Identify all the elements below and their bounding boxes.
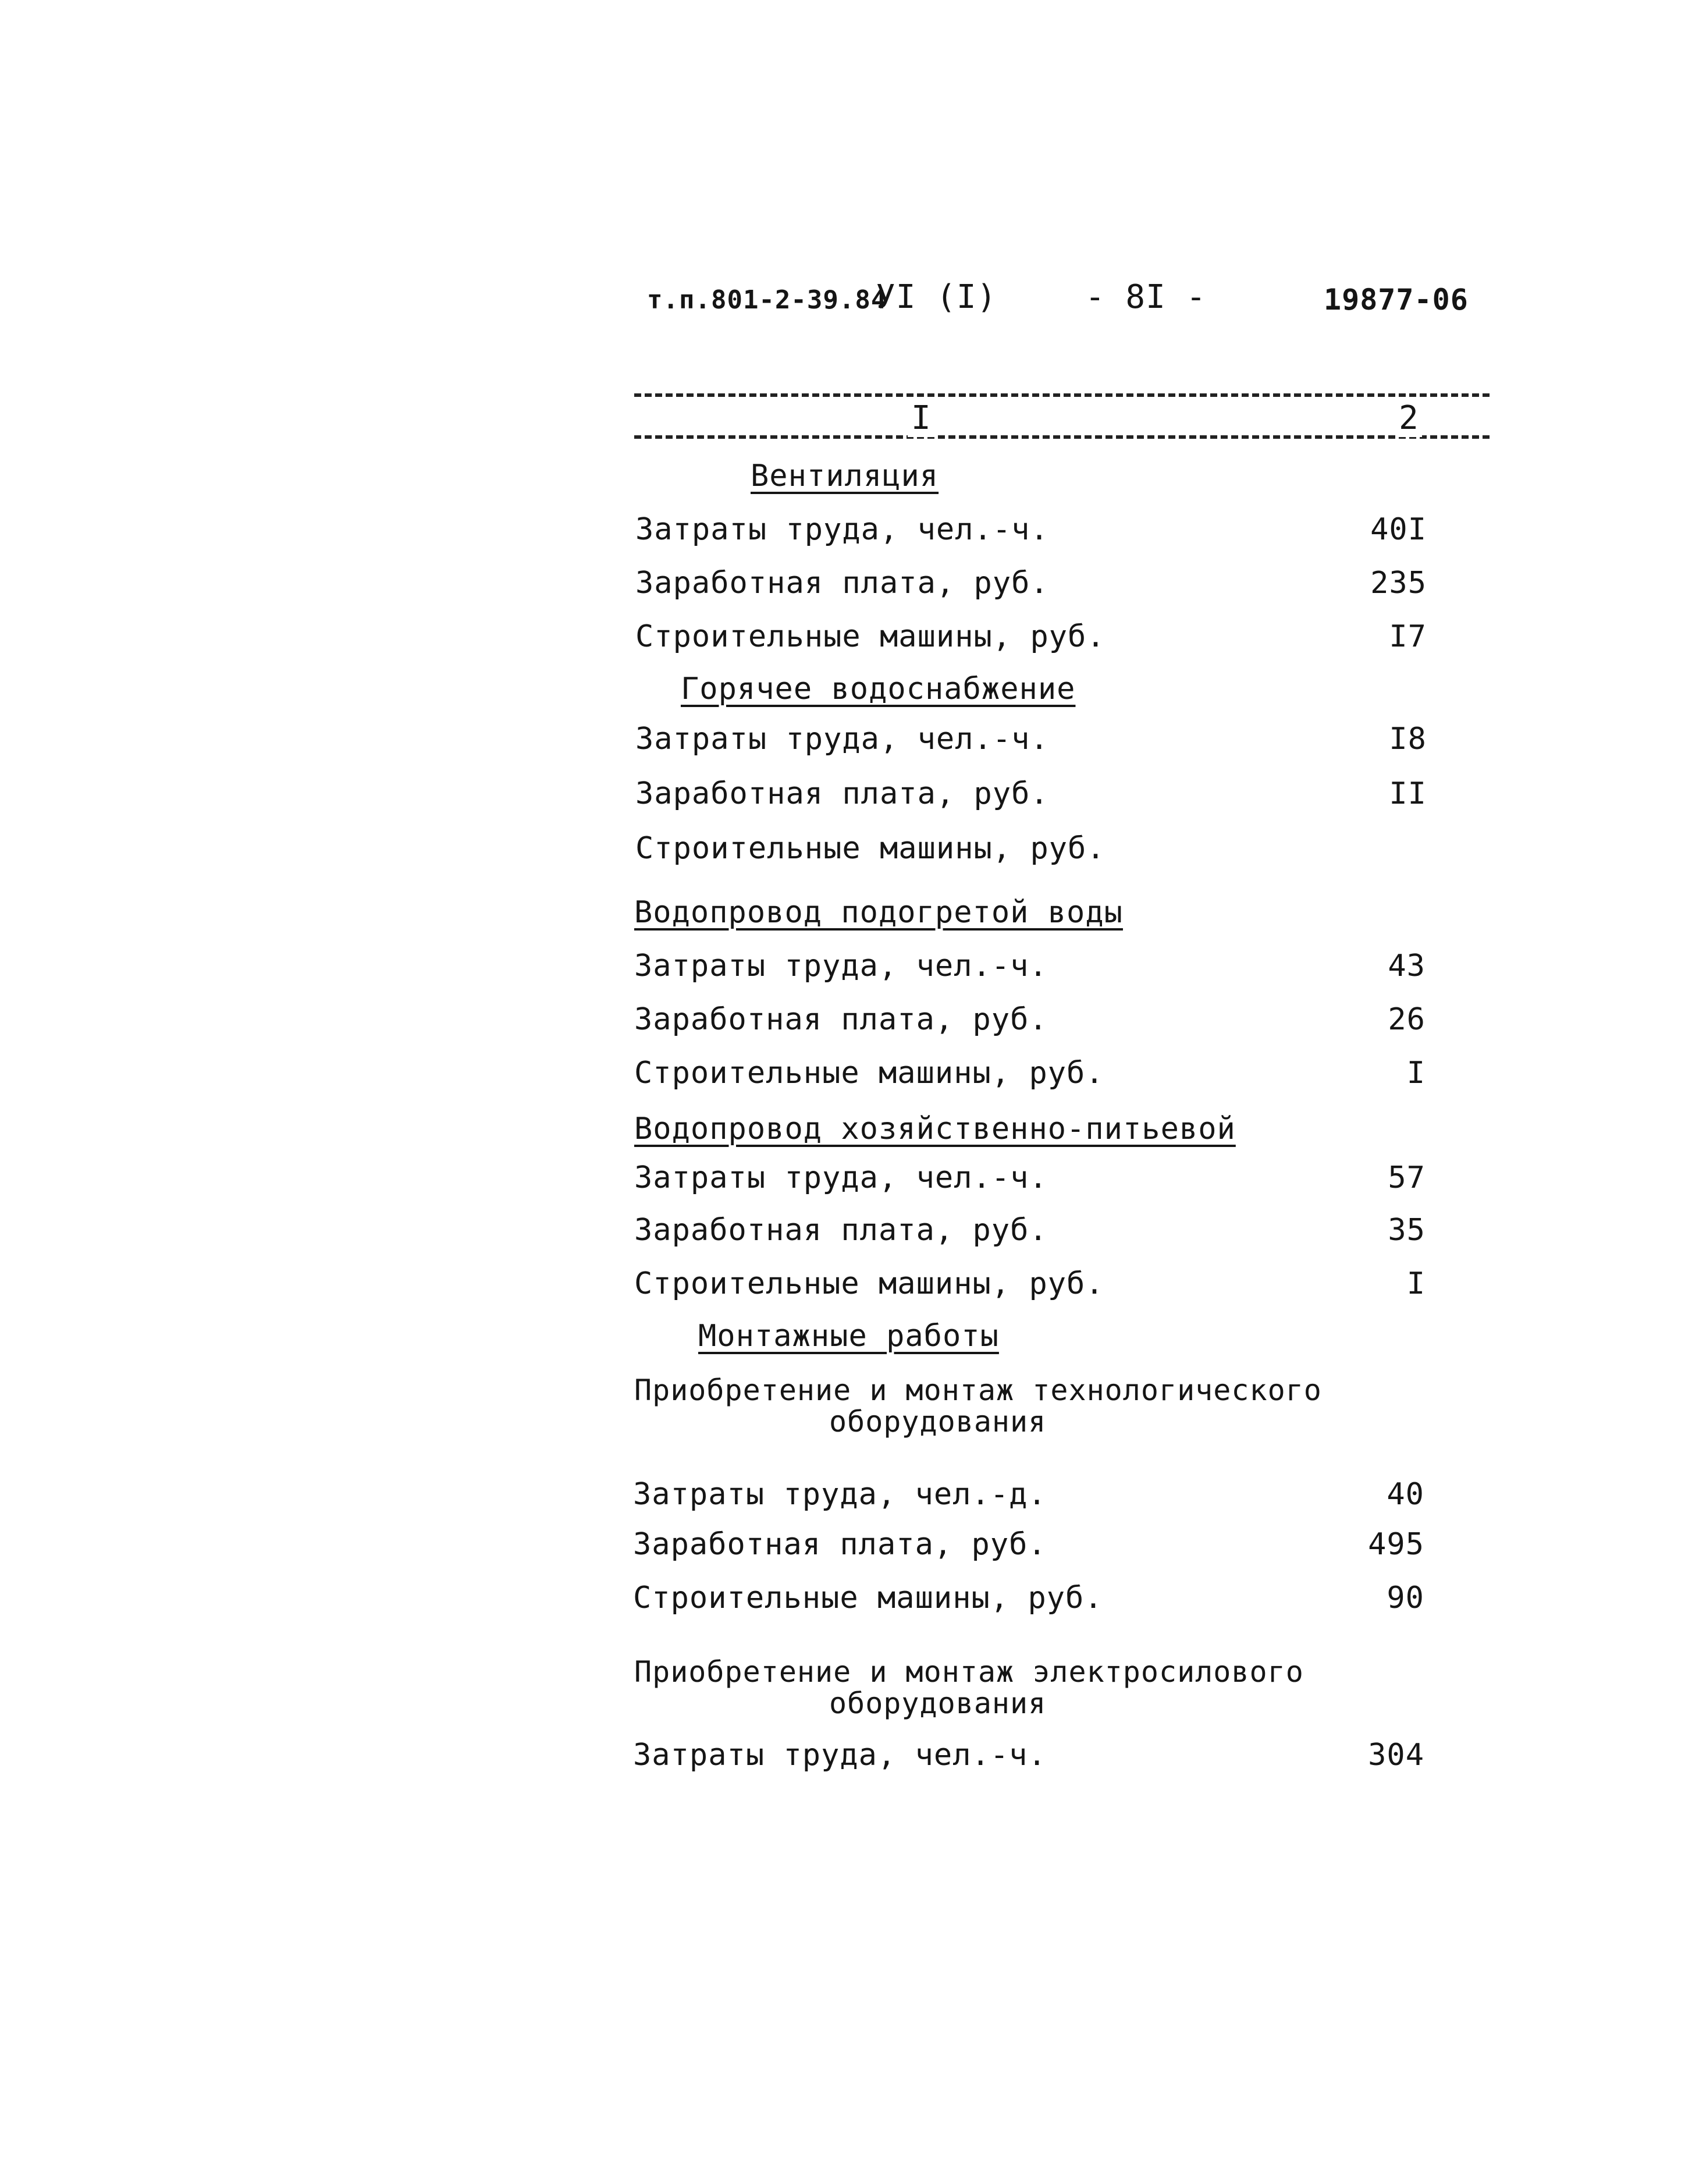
section-heading: Водопровод хозяйственно-питьевой xyxy=(634,1111,1236,1146)
subsection-title-cont: оборудования xyxy=(829,1686,1047,1720)
row-label: Заработная плата, руб. xyxy=(634,1002,1048,1037)
row-label: Заработная плата, руб. xyxy=(634,1213,1048,1248)
row-value: 57 xyxy=(1388,1160,1426,1195)
row-value: I xyxy=(1406,1266,1426,1301)
archive-code: 19877-06 xyxy=(1324,283,1469,317)
row-value: 43 xyxy=(1388,949,1426,983)
row-value: 35 xyxy=(1388,1213,1426,1248)
row-label: Строительные машины, руб. xyxy=(634,1266,1104,1301)
row-label: Затраты труда, чел.-ч. xyxy=(635,722,1049,757)
row-value: 90 xyxy=(1387,1581,1424,1615)
row-value: 40I xyxy=(1370,512,1427,547)
row-label: Заработная плата, руб. xyxy=(635,776,1049,811)
row-label: Затраты труда, чел.-ч. xyxy=(633,1738,1047,1773)
row-value: 40 xyxy=(1387,1477,1424,1512)
row-value: 26 xyxy=(1388,1002,1426,1037)
row-label: Строительные машины, руб. xyxy=(635,619,1106,654)
row-label: Затраты труда, чел.-ч. xyxy=(634,1160,1048,1195)
row-value: 235 xyxy=(1370,566,1427,601)
row-label: Заработная плата, руб. xyxy=(635,566,1049,601)
row-label: Затраты труда, чел.-д. xyxy=(633,1477,1047,1512)
row-label: Строительные машины, руб. xyxy=(634,1056,1104,1091)
row-label: Строительные машины, руб. xyxy=(633,1581,1103,1615)
subsection-title: Приобретение и монтаж технологического xyxy=(634,1373,1322,1407)
table-rule-top xyxy=(634,393,1490,397)
section-heading: Вентиляция xyxy=(751,459,939,493)
section-heading: Горячее водоснабжение xyxy=(681,672,1076,706)
column-header-1: I xyxy=(908,399,934,437)
row-value: I8 xyxy=(1389,722,1427,757)
row-value: I xyxy=(1406,1056,1426,1091)
page-number: - 8I - xyxy=(1085,278,1207,316)
section-heading: Водопровод подогретой воды xyxy=(634,895,1123,930)
row-value: I7 xyxy=(1389,619,1427,654)
row-value: 495 xyxy=(1368,1527,1424,1562)
row-label: Строительные машины, руб. xyxy=(635,831,1106,866)
row-value: 304 xyxy=(1368,1738,1424,1773)
doc-number: т.п.801-2-39.84 xyxy=(647,285,887,315)
row-label: Затраты труда, чел.-ч. xyxy=(634,949,1048,983)
subsection-title-cont: оборудования xyxy=(829,1405,1047,1439)
row-label: Затраты труда, чел.-ч. xyxy=(635,512,1049,547)
section-heading: Монтажные работы xyxy=(698,1319,999,1354)
table-rule-bottom xyxy=(634,435,1490,439)
subsection-title: Приобретение и монтаж электросилового xyxy=(634,1655,1304,1689)
section-number: УI (I) xyxy=(876,278,997,316)
row-label: Заработная плата, руб. xyxy=(633,1527,1047,1562)
column-header-2: 2 xyxy=(1395,399,1422,437)
row-value: II xyxy=(1389,776,1427,811)
